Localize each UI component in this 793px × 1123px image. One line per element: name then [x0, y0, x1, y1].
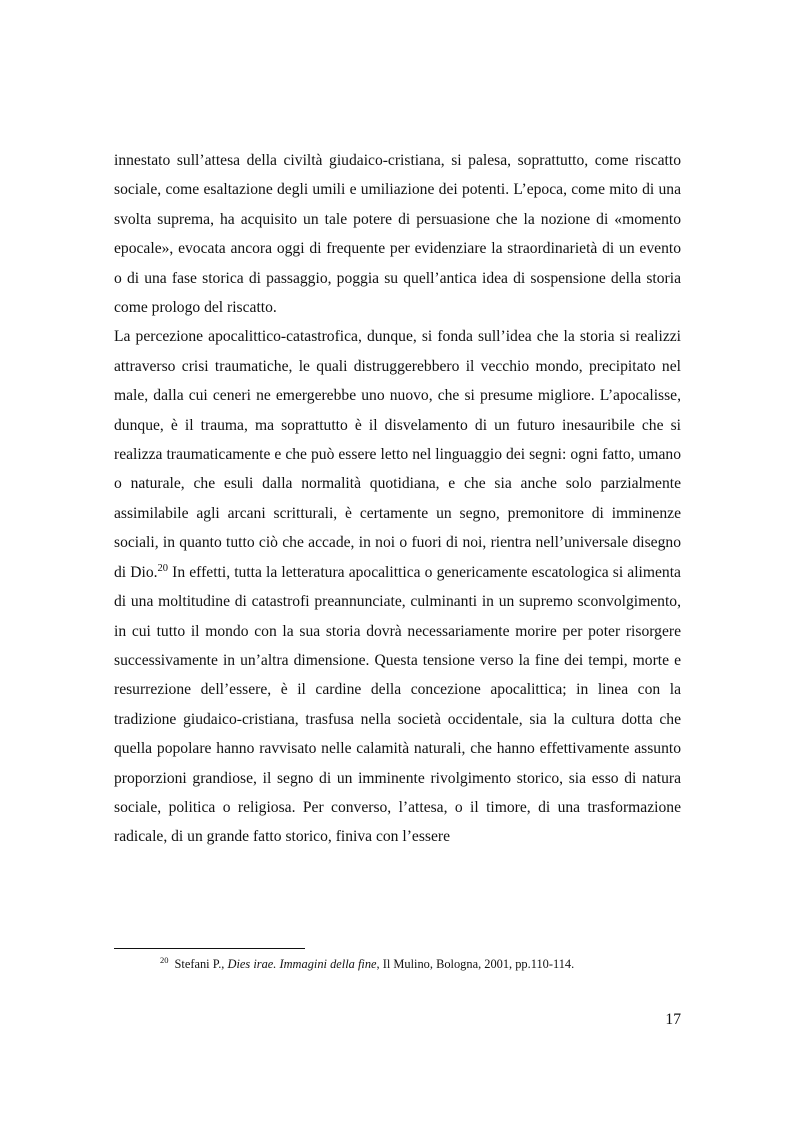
paragraph-2-part-2: In effetti, tutta la letteratura apocalittica o genericamente escatologica si alimenta di una moltitudine di catastrofi preannunciate, culminanti in un supremo sconvolgimento, in cui tutto il mondo con la sua storia dovrà necessariamente morire per poter risorgere successivamente in un’altra dimensione. Questa tensione verso la fine dei tempi, morte e resurrezione dell’essere, è il cardine della concezione apocalittica; in linea con la tradizione giudaico-cristiana, trasfusa nella società occidentale, sia la cultura dotta che quella popolare hanno ravvisato nelle calamità naturali, che hanno effettivamente assunto proporzioni grandiose, il segno di un imminente rivolgimento storico, sia esso di natura sociale, politica o religiosa. Per converso, l’attesa, o il timore, di una trasformazione radicale, di un grande fatto storico, finiva con l’essere: [114, 563, 681, 846]
footnote-details: , Il Mulino, Bologna, 2001, pp.110-114.: [376, 957, 575, 971]
footnote-reference[interactable]: 20: [157, 562, 169, 574]
footnote-number: 20: [160, 954, 169, 965]
footnote-author: Stefani P.,: [174, 957, 228, 971]
footnote-separator: [114, 948, 305, 949]
paragraph-2-part-1: La percezione apocalittico-catastrofica, dunque, si fonda sull’idea che la storia si realizzi attraverso crisi traumatiche, le quali distruggerebbero il vecchio mondo, precipitato nel male, dalla cui ceneri ne emergerebbe uno nuovo, che si presume migliore. L’apocalisse, dunque, è il trauma, ma soprattutto è il disvelamento di un futuro inesauribile che si realizza traumaticamente e che può essere letto nel linguaggio dei segni: ogni fatto, umano o naturale, che esuli dalla normalità quotidiana, e che sia anche solo parzialmente assimilabile agli arcani scritturali, è certamente un segno, premonitore di imminenze sociali, in quanto tutto ciò che accade, in noi o fuori di noi, rientra nell’universale disegno di Dio.: [114, 328, 681, 581]
paragraph-1: innestato sull’attesa della civiltà giudaico-cristiana, si palesa, soprattutto, come riscatto sociale, come esaltazione degli umili e umiliazione dei potenti. L’epoca, come mito di una svolta suprema, ha acquisito un tale potere di persuasione che la nozione di «momento epocale», evocata ancora oggi di frequente per evidenziare la straordinarietà di un evento o di una fase storica di passaggio, poggia su quell’antica idea di sospensione della storia come prologo del riscatto.: [114, 152, 681, 317]
footnote-title: Dies irae. Immagini della fine: [227, 957, 377, 971]
page-number: 17: [665, 1011, 681, 1028]
body-text: [114, 146, 681, 852]
paragraph-2: [114, 322, 681, 851]
footnote: [160, 955, 700, 973]
